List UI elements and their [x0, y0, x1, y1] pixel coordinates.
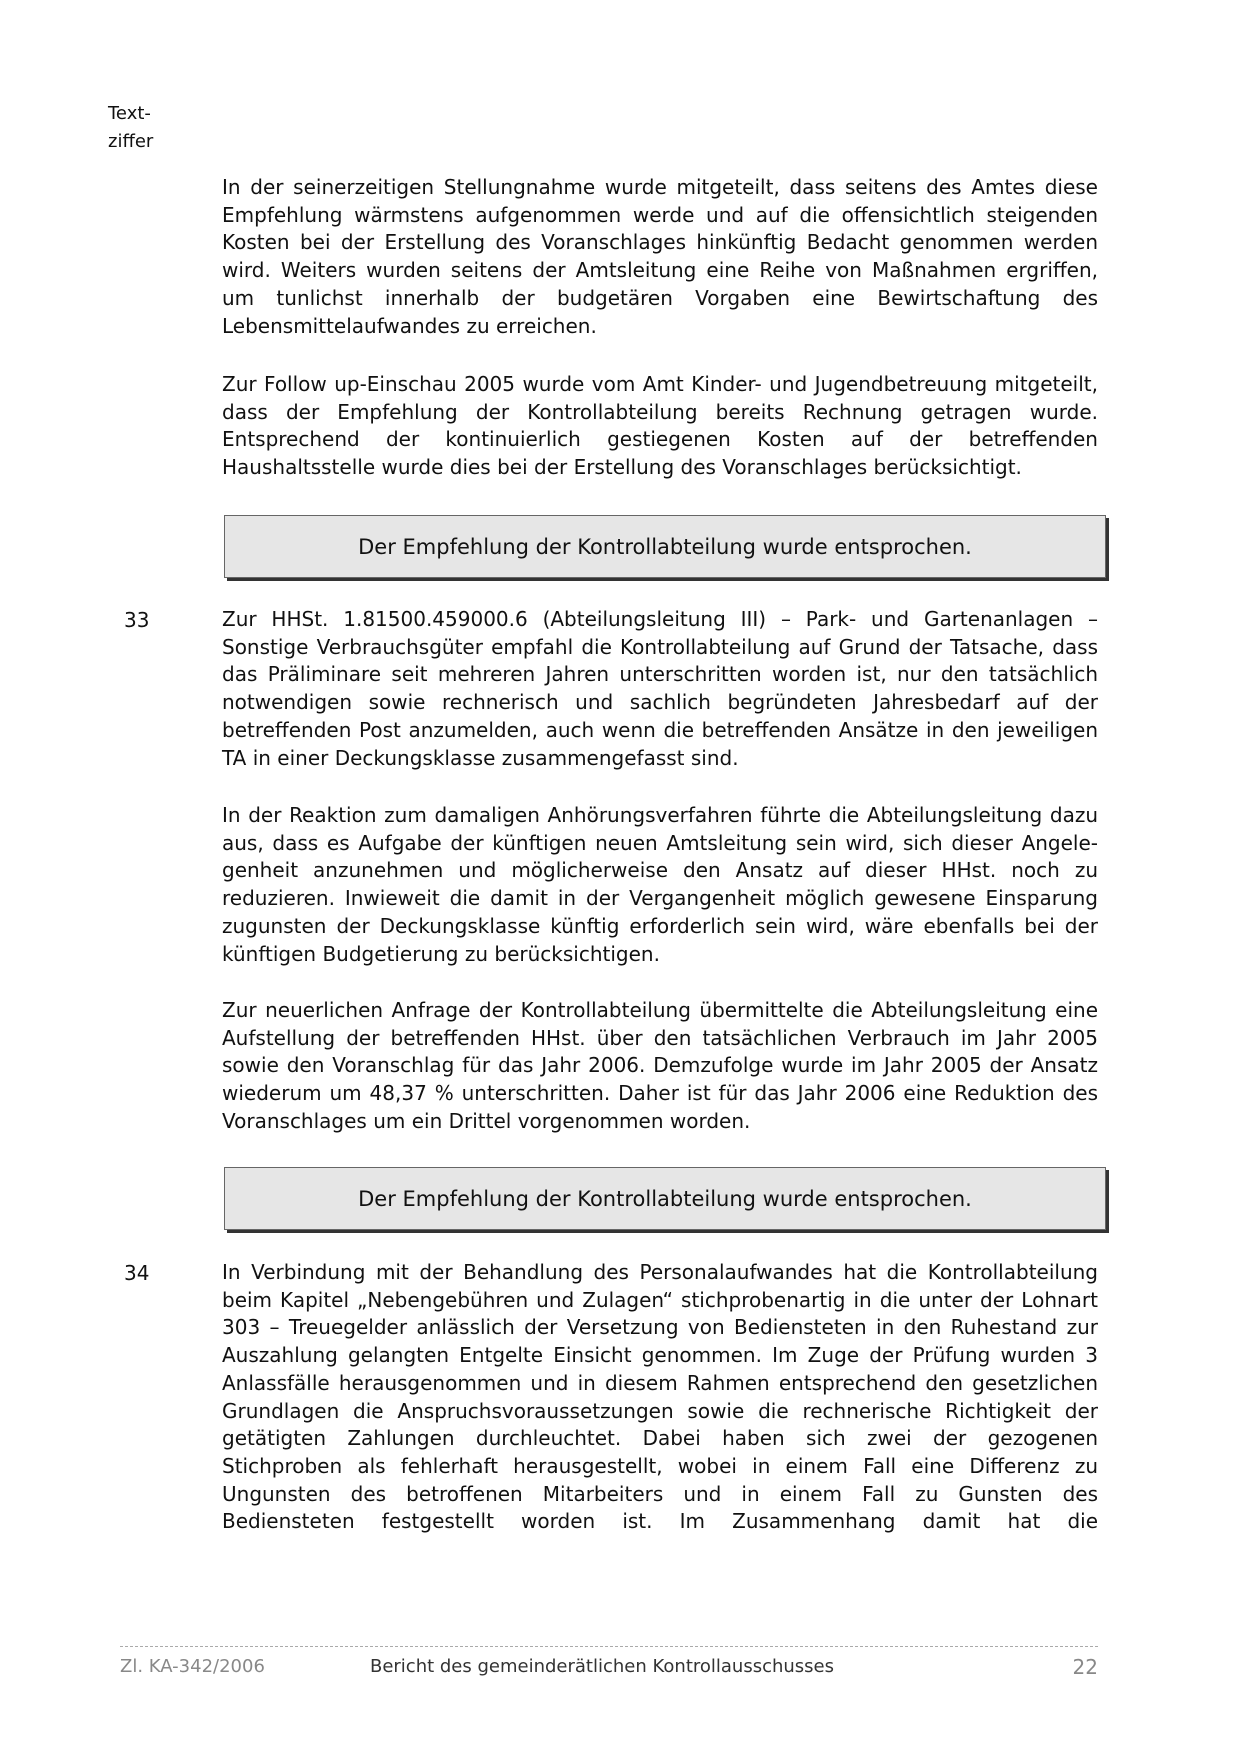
paragraph: Zur neuerlichen Anfrage der Kontrollabteilung übermittelte die Abteilungsleitung eine Aufstellung der betreffenden HHst. über den tatsächlichen Verbrauch im Jahr 2005 sowie den Voranschlag für das Jahr 2006. Demzufolge wurde im Jahr 2005 der Ansatz wiederum um 48,37 % unterschritten. Daher ist für das Jahr 2006 eine Reduktion des Voranschlages um ein Drittel vorgenommen worden.	[222, 998, 1098, 1133]
margin-label-line-2: ziffer	[108, 131, 154, 152]
paragraph: In Verbindung mit der Behandlung des Personalaufwandes hat die Kontrollabteilung beim Kapitel „Nebengebühren und Zulagen“ stichprobenartig in die unter der Lohnart 303 – Treuegelder anlässlich der Versetzung von Bediensteten in den Ruhestand zur Auszahlung gelangten Entgelte Einsicht genommen. Im Zuge der Prüfung wurden 3 Anlassfälle herausgenommen und in diesem Rahmen entsprechend den gesetzlichen Grundlagen die Anspruchsvoraussetzungen sowie die rechnerische Richtigkeit der getätigten Zahlungen durchleuchtet. Dabei haben sich zwei der gezogenen Stichproben als fehlerhaft herausgestellt, wobei in einem Fall eine Differenz zu Ungunsten des betroffenen Mitarbeiters und in einem Fall zu Gunsten des Bediensteten festgestellt worden ist. Im Zusammenhang damit hat die	[222, 1260, 1098, 1534]
margin-label-textziffer	[108, 100, 153, 156]
recommendation-status-box	[224, 515, 1106, 578]
footer-title: Bericht des gemeinderätlichen Kontrollausschusses	[369, 1656, 835, 1677]
recommendation-status-box	[224, 1167, 1106, 1230]
paragraph: Zur Follow up-Einschau 2005 wurde vom Amt Kinder- und Jugendbetreuung mitgeteilt, dass der Empfehlung der Kontrollabteilung bereits Rechnung getragen wurde. Entsprechend der kontinuierlich gestiegenen Kosten auf der betreffenden Haushaltsstelle wurde dies bei der Erstellung des Voranschlages berücksichtigt.	[222, 372, 1098, 480]
footer-reference: Zl. KA-342/2006	[120, 1656, 265, 1677]
margin-label-line-1: Text-	[108, 103, 151, 124]
paragraph: Zur HHSt. 1.81500.459000.6 (Abteilungsleitung III) – Park- und Gartenanlagen – Sonstige Verbrauchsgüter empfahl die Kontrollabteilung auf Grund der Tatsache, dass das Präliminare seit mehreren Jahren unterschritten worden ist, nur den tatsächlich notwendigen sowie rechnerisch und sachlich begründeten Jahresbedarf auf der betreffenden Post anzumelden, auch wenn die betreffenden Ansätze in den jeweiligen TA in einer Deckungsklasse zusammengefasst sind.	[222, 607, 1098, 770]
recommendation-status-text: Der Empfehlung der Kontrollabteilung wurde entsprochen.	[358, 1186, 972, 1211]
paragraph: In der seinerzeitigen Stellungnahme wurde mitgeteilt, dass seitens des Amtes diese Empfehlung wärmstens aufgenommen werde und auf die offensichtlich steigenden Kosten bei der Erstellung des Voranschlages hinkünftig Bedacht genommen werden wird. Weiters wurden seitens der Amtsleitung eine Reihe von Maßnahmen ergriffen, um tunlichst innerhalb der budgetären Vorgaben eine Bewirtschaftung des Lebensmittelaufwandes zu erreichen.	[222, 175, 1098, 338]
footer-divider	[120, 1646, 1098, 1647]
textziffer-number: 33	[124, 608, 150, 632]
paragraph: In der Reaktion zum damaligen Anhörungsverfahren führte die Abteilungsleitung dazu aus, dass es Aufgabe der künftigen neuen Amtsleitung sein wird, sich dieser Angelegenheit anzunehmen und möglicherweise den Ansatz auf dieser HHst. noch zu reduzieren. Inwieweit die damit in der Vergangenheit möglich gewesene Einsparung zugunsten der Deckungsklasse künftig erforderlich sein wird, wäre ebenfalls bei der künftigen Budgetierung zu berücksichtigen.	[222, 803, 1098, 966]
textziffer-number: 34	[124, 1261, 150, 1285]
recommendation-status-text: Der Empfehlung der Kontrollabteilung wurde entsprochen.	[358, 534, 972, 559]
page-number: 22	[1072, 1655, 1098, 1679]
